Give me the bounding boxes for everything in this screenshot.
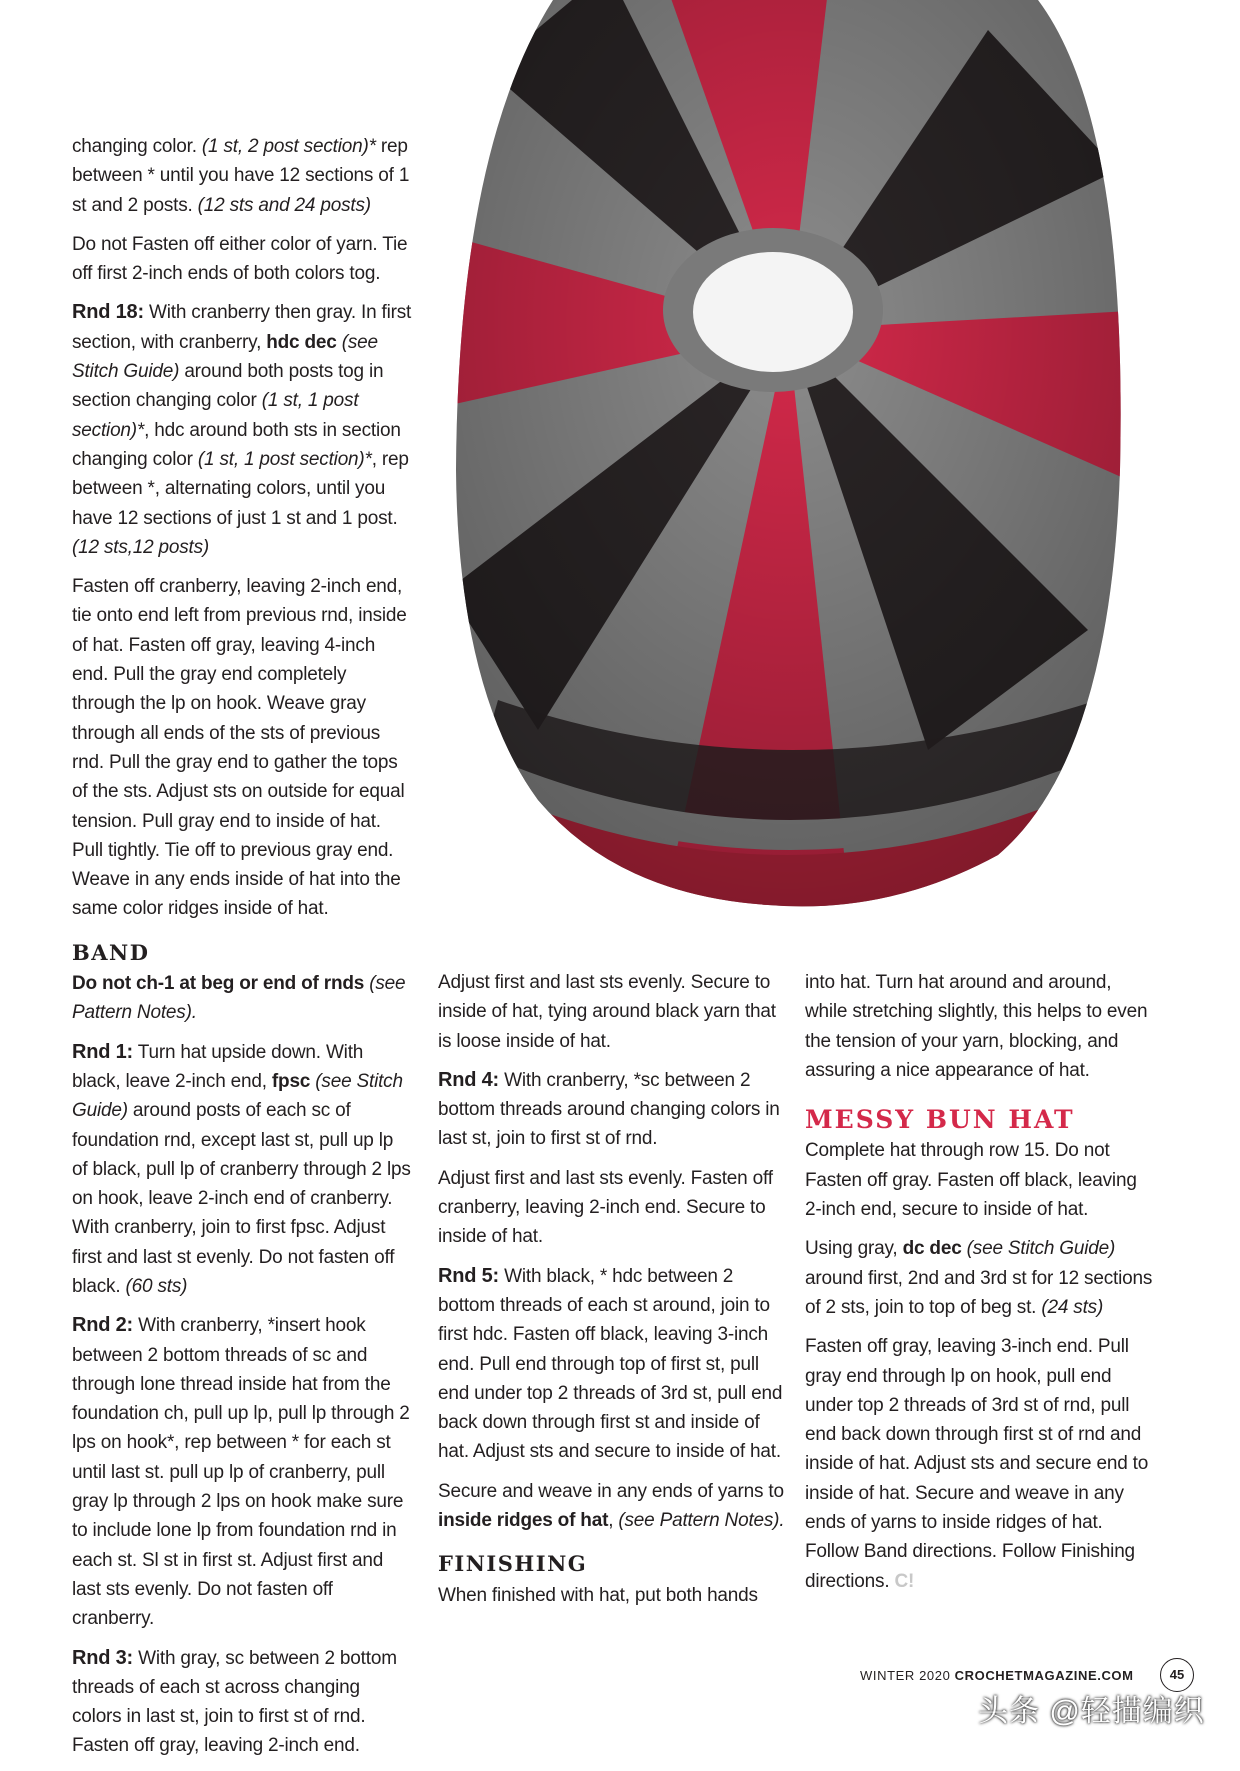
paragraph: Adjust first and last sts evenly. Secure to inside of hat, tying around black yarn that is loose inside of hat. xyxy=(438,972,776,1052)
rnd-18: Rnd 18: With cranberry then gray. In first section, with cranberry, hdc dec (see Stitch Guide) around both posts tog in section changing color (1 st, 1 post section)*, hdc around both sts in section changing color (1 st, 1 post section)*, rep between *, alternating colors, until you have 12 sections of just 1 st and 1 post. (12 sts,12 posts) xyxy=(72,301,412,558)
paragraph: Fasten off gray, leaving 3-inch end. Pull gray end through lp on hook, pull end under top 2 threads of 3rd st of rnd, pull end back down through first st of rnd and inside of hat. Adjust sts and secure end to inside of hat. Secure and weave in any ends of yarns to inside ridges of hat. Follow Band directions. Follow Finishing directions. C! xyxy=(805,1336,1149,1592)
hat-body xyxy=(438,0,1140,930)
end-mark: C! xyxy=(894,1570,915,1592)
text-column-3 xyxy=(805,968,1155,1606)
rnd-5: Rnd 5: With black, * hdc between 2 bottom threads of each st around, join to first hdc. Fasten off black, leaving 3-inch end. Pull end through top of first st, pull end under top 2 threads of 3rd st, pull end back down through first st and inside of hat. Adjust sts and secure to inside of hat. xyxy=(438,1264,783,1463)
page-number: 45 xyxy=(1160,1658,1194,1692)
paragraph: Do not Fasten off either color of yarn. Tie off first 2-inch ends of both colors tog. xyxy=(72,233,408,285)
paragraph: changing color. (1 st, 2 post section)* rep between * until you have 12 sections of 1 st and 2 posts. (12 sts and 24 posts) xyxy=(72,136,410,216)
hat-photo xyxy=(438,0,1140,930)
messy-bun-hat-heading: MESSY BUN HAT xyxy=(805,1105,1075,1135)
watermark: 头条 @轻描编织 xyxy=(978,1695,1205,1728)
band-heading: BAND xyxy=(72,939,150,965)
paragraph: Using gray, dc dec (see Stitch Guide) around first, 2nd and 3rd st for 12 sections of 2 sts, join to top of beg st. (24 sts) xyxy=(805,1238,1153,1318)
paragraph: When finished with hat, put both hands xyxy=(438,1584,758,1606)
paragraph: Fasten off cranberry, leaving 2-inch end, tie onto end left from previous rnd, inside of hat. Fasten off gray, leaving 4-inch end. Pull the gray end completely through the lp on hook. Weave gray through all ends of the sts of previous rnd. Pull the gray end to gather the tops of the sts. Adjust sts on outside for equal tension. Pull gray end to inside of hat. Pull tightly. Tie off to previous gray end. Weave in any ends inside of hat into the same color ridges inside of hat. xyxy=(72,576,407,920)
rnd-4: Rnd 4: With cranberry, *sc between 2 bottom threads around changing colors in last st, join to first st of rnd. xyxy=(438,1068,780,1150)
band-note: Do not ch-1 at beg or end of rnds (see Pattern Notes). xyxy=(72,973,406,1024)
text-column-2 xyxy=(438,968,790,1620)
text-column-1 xyxy=(72,132,412,1771)
bun-opening xyxy=(693,252,853,372)
paragraph: Adjust first and last sts evenly. Fasten off cranberry, leaving 2-inch end. Secure to inside of hat. xyxy=(438,1167,773,1248)
rnd-2: Rnd 2: With cranberry, *insert hook between 2 bottom threads of sc and through lone thread inside hat from the foundation ch, pull up lp, pull lp through 2 lps on hook*, rep between * for each st until last st. pull up lp of cranberry, pull gray lp through 2 lps on hook make sure to include lone lp from foundation rnd in each st. Sl st in first st. Adjust first and last sts evenly. Do not fasten off cranberry. xyxy=(72,1314,410,1630)
rnd-1: Rnd 1: Turn hat upside down. With black, leave 2-inch end, fpsc (see Stitch Guide) around posts of each sc of foundation rnd, except last st, pull up lp of black, pull lp of cranberry through 2 lps on hook, leave 2-inch end of cranberry. With cranberry, join to first fpsc. Adjust first and last st evenly. Do not fasten off black. (60 sts) xyxy=(72,1040,411,1297)
rnd-3: Rnd 3: With gray, sc between 2 bottom threads of each st across changing colors in last st, join to first st of rnd. Fasten off gray, leaving 2-inch end. xyxy=(72,1646,397,1757)
finishing-heading: FINISHING xyxy=(438,1551,588,1577)
paragraph: Secure and weave in any ends of yarns to inside ridges of hat, (see Pattern Notes). xyxy=(438,1480,785,1532)
paragraph: Complete hat through row 15. Do not Fasten off gray. Fasten off black, leaving 2-inch end, secure to inside of hat. xyxy=(805,1140,1137,1221)
paragraph: into hat. Turn hat around and around, while stretching slightly, this helps to even the tension of your yarn, blocking, and assuring a nice appearance of hat. xyxy=(805,972,1148,1081)
page-footer: WINTER 2020 CROCHETMAGAZINE.COM xyxy=(860,1668,1134,1683)
